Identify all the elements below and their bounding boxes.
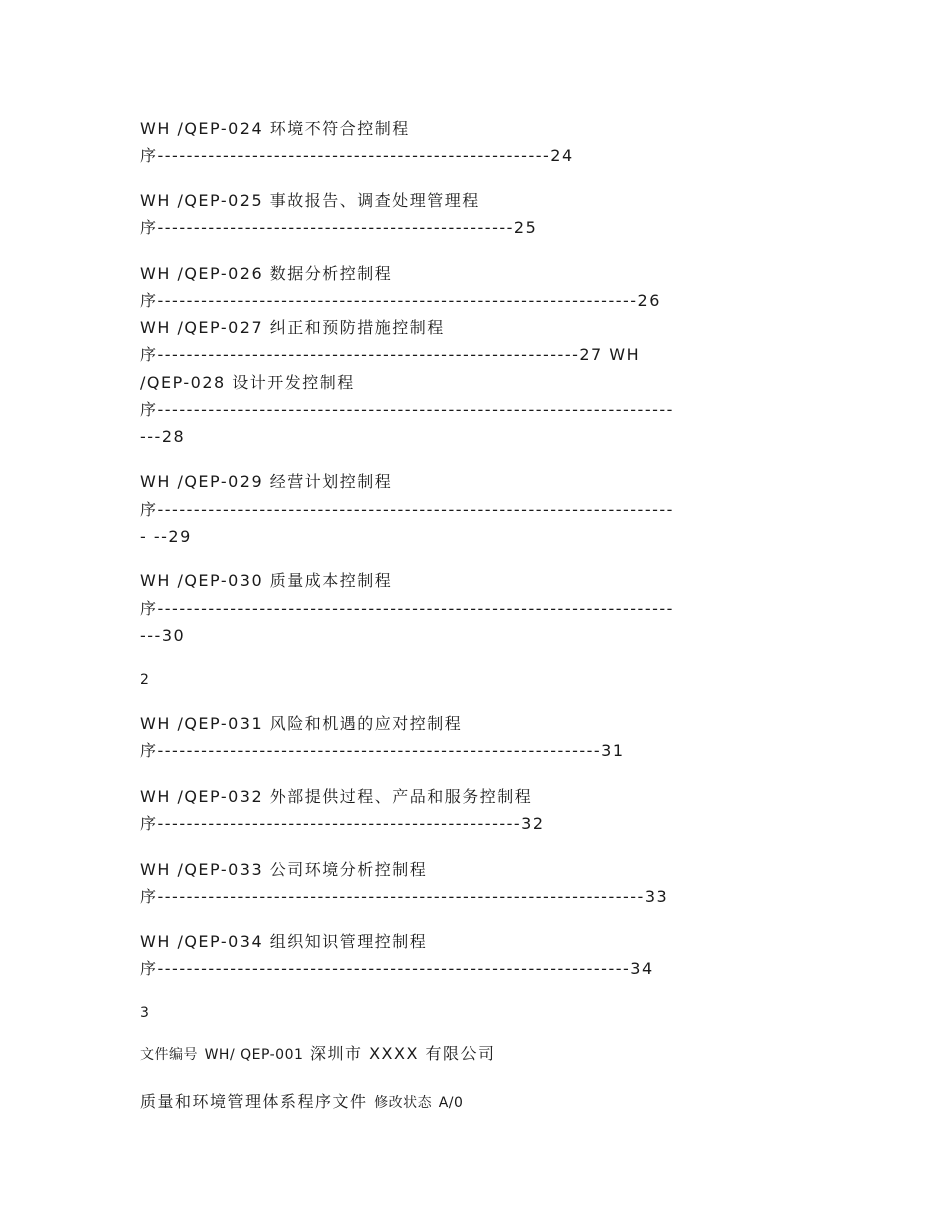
toc-entry-031: WH /QEP-031 风险和机遇的应对控制程: [140, 714, 463, 733]
toc-entry-027: WH /QEP-027 纠正和预防措施控制程: [140, 318, 445, 337]
doc-title: 质量和环境管理体系程序文件: [140, 1092, 368, 1111]
toc-leader-029: 序-----------------------------------------------------------------------: [140, 500, 674, 519]
toc-leader-026: 序------------------------------------------------------------------26: [140, 291, 661, 310]
toc-leader-028-cont: ---28: [140, 427, 186, 446]
toc-leader-028: 序-----------------------------------------------------------------------: [140, 400, 674, 419]
toc-entry-026: WH /QEP-026 数据分析控制程: [140, 264, 393, 283]
toc-entry-033: WH /QEP-033 公司环境分析控制程: [140, 860, 428, 879]
doc-header-line: [140, 1044, 496, 1065]
company-name: 深圳市 XXXX 有限公司: [310, 1044, 496, 1063]
doc-number-label: 文件编号: [140, 1047, 198, 1063]
toc-entry-024: WH /QEP-024 环境不符合控制程: [140, 119, 410, 138]
toc-leader-030-cont: ---30: [140, 626, 186, 645]
toc-leader-030: 序-----------------------------------------------------------------------: [140, 599, 674, 618]
revision-value: A/0: [438, 1095, 464, 1111]
revision-label: 修改状态: [374, 1095, 433, 1111]
toc-entry-025: WH /QEP-025 事故报告、调查处理管理程: [140, 191, 480, 210]
toc-leader-032: 序--------------------------------------------------32: [140, 814, 545, 833]
toc-entry-034: WH /QEP-034 组织知识管理控制程: [140, 932, 428, 951]
toc-leader-025: 序-------------------------------------------------25: [140, 218, 538, 237]
toc-leader-033: 序-------------------------------------------------------------------33: [140, 887, 669, 906]
toc-leader-024: 序------------------------------------------------------24: [140, 146, 574, 165]
toc-leader-034: 序-----------------------------------------------------------------34: [140, 959, 654, 978]
toc-entry-029: WH /QEP-029 经营计划控制程: [140, 472, 393, 491]
page-number: 3: [140, 1005, 149, 1021]
doc-number: WH/ QEP-001: [204, 1047, 304, 1063]
toc-leader-027: 序----------------------------------------------------------27 WH: [140, 345, 641, 364]
toc-entry-028: /QEP-028 设计开发控制程: [140, 373, 355, 392]
doc-title-line: [140, 1092, 463, 1113]
page-number: 2: [140, 672, 149, 688]
toc-leader-031: 序-------------------------------------------------------------31: [140, 741, 625, 760]
toc-entry-030: WH /QEP-030 质量成本控制程: [140, 571, 393, 590]
toc-leader-029-cont: - --29: [140, 527, 192, 546]
toc-entry-032: WH /QEP-032 外部提供过程、产品和服务控制程: [140, 787, 533, 806]
